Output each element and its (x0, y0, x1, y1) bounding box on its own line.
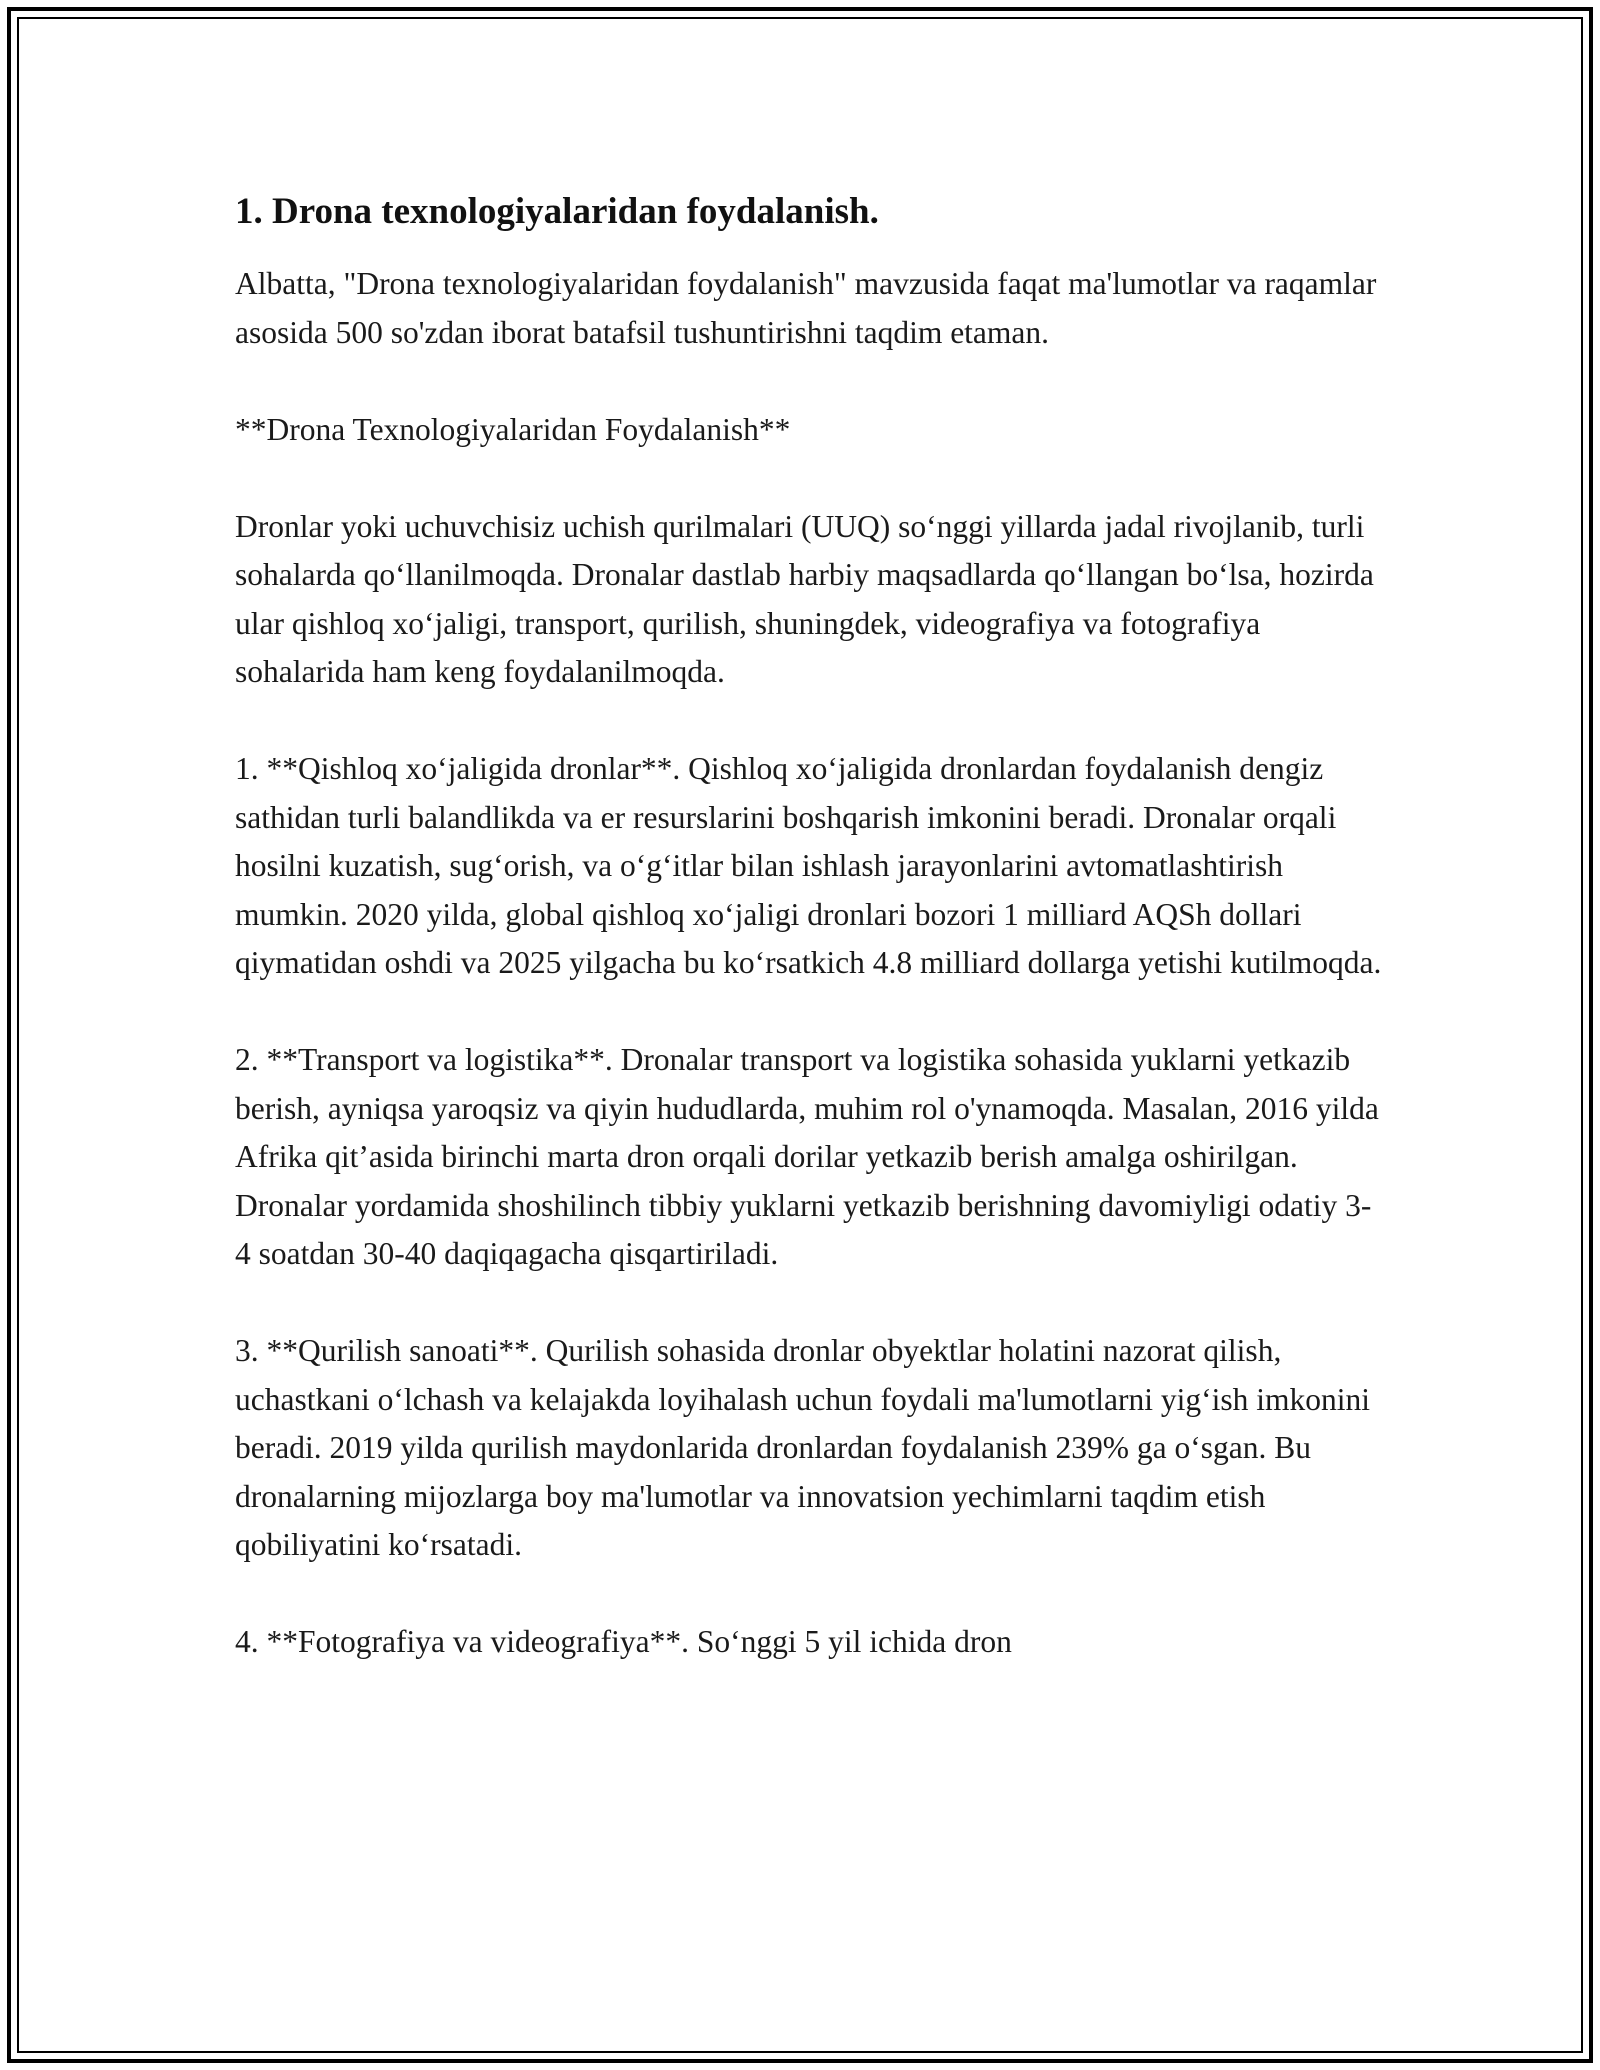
photography-paragraph: 4. **Fotografiya va videografiya**. Soʻnggi 5 yil ichida dron (235, 1624, 1012, 1659)
transport-paragraph: 2. **Transport va logistika**. Dronalar transport va logistika sohasida yuklarni yetkazib berish, ayniqsa yaroqsiz va qiyin hududlarda, muhim rol o'ynamoqda. Masalan, 2016 yilda Afrika qit’asida birinchi marta dron orqali dorilar yetkazib berish amalga oshirilgan. Dronalar yordamida shoshilinch tibbiy yuklarni yetkazib berishning davomiyligi odatiy 3-4 soatdan 30-40 daqiqagacha qisqartiriladi. (235, 1042, 1379, 1271)
agriculture-paragraph: 1. **Qishloq xoʻjaligida dronlar**. Qishloq xoʻjaligida dronlardan foydalanish dengiz sathidan turli balandlikda va er resurslarini boshqarish imkonini beradi. Dronalar orqali hosilni kuzatish, sugʻorish, va oʻgʻitlar bilan ishlash jarayonlarini avtomatlashtirish mumkin. 2020 yilda, global qishloq xoʻjaligi dronlari bozori 1 milliard AQSh dollari qiymatidan oshdi va 2025 yilgacha bu koʻrsatkich 4.8 milliard dollarga yetishi kutilmoqda. (235, 751, 1382, 980)
overview-paragraph: Dronlar yoki uchuvchisiz uchish qurilmalari (UUQ) soʻnggi yillarda jadal rivojlanib, turli sohalarda qoʻllanilmoqda. Dronalar dastlab harbiy maqsadlarda qoʻllangan boʻlsa, hozirda ular qishloq xoʻjaligi, transport, qurilish, shuningdek, videografiya va fotografiya sohalarida ham keng foydalanilmoqda. (235, 508, 1374, 689)
document-body (235, 188, 1385, 1667)
intro-paragraph: Albatta, "Drona texnologiyalaridan foydalanish" mavzusida faqat ma'lumotlar va raqamlar asosida 500 so'zdan iborat batafsil tushuntirishni taqdim etaman. (235, 266, 1377, 350)
document-title: 1. Drona texnologiyalaridan foydalanish. (235, 191, 879, 232)
construction-paragraph: 3. **Qurilish sanoati**. Qurilish sohasida dronlar obyektlar holatini nazorat qilish, uchastkani oʻlchash va kelajakda loyihalash uchun foydali ma'lumotlarni yigʻish imkonini beradi. 2019 yilda qurilish maydonlarida dronlardan foydalanish 239% ga oʻsgan. Bu dronalarning mijozlarga boy ma'lumotlar va innovatsion yechimlarni taqdim etish qobiliyatini koʻrsatadi. (235, 1333, 1371, 1562)
section-heading-paragraph: **Drona Texnologiyalaridan Foydalanish** (235, 411, 791, 447)
